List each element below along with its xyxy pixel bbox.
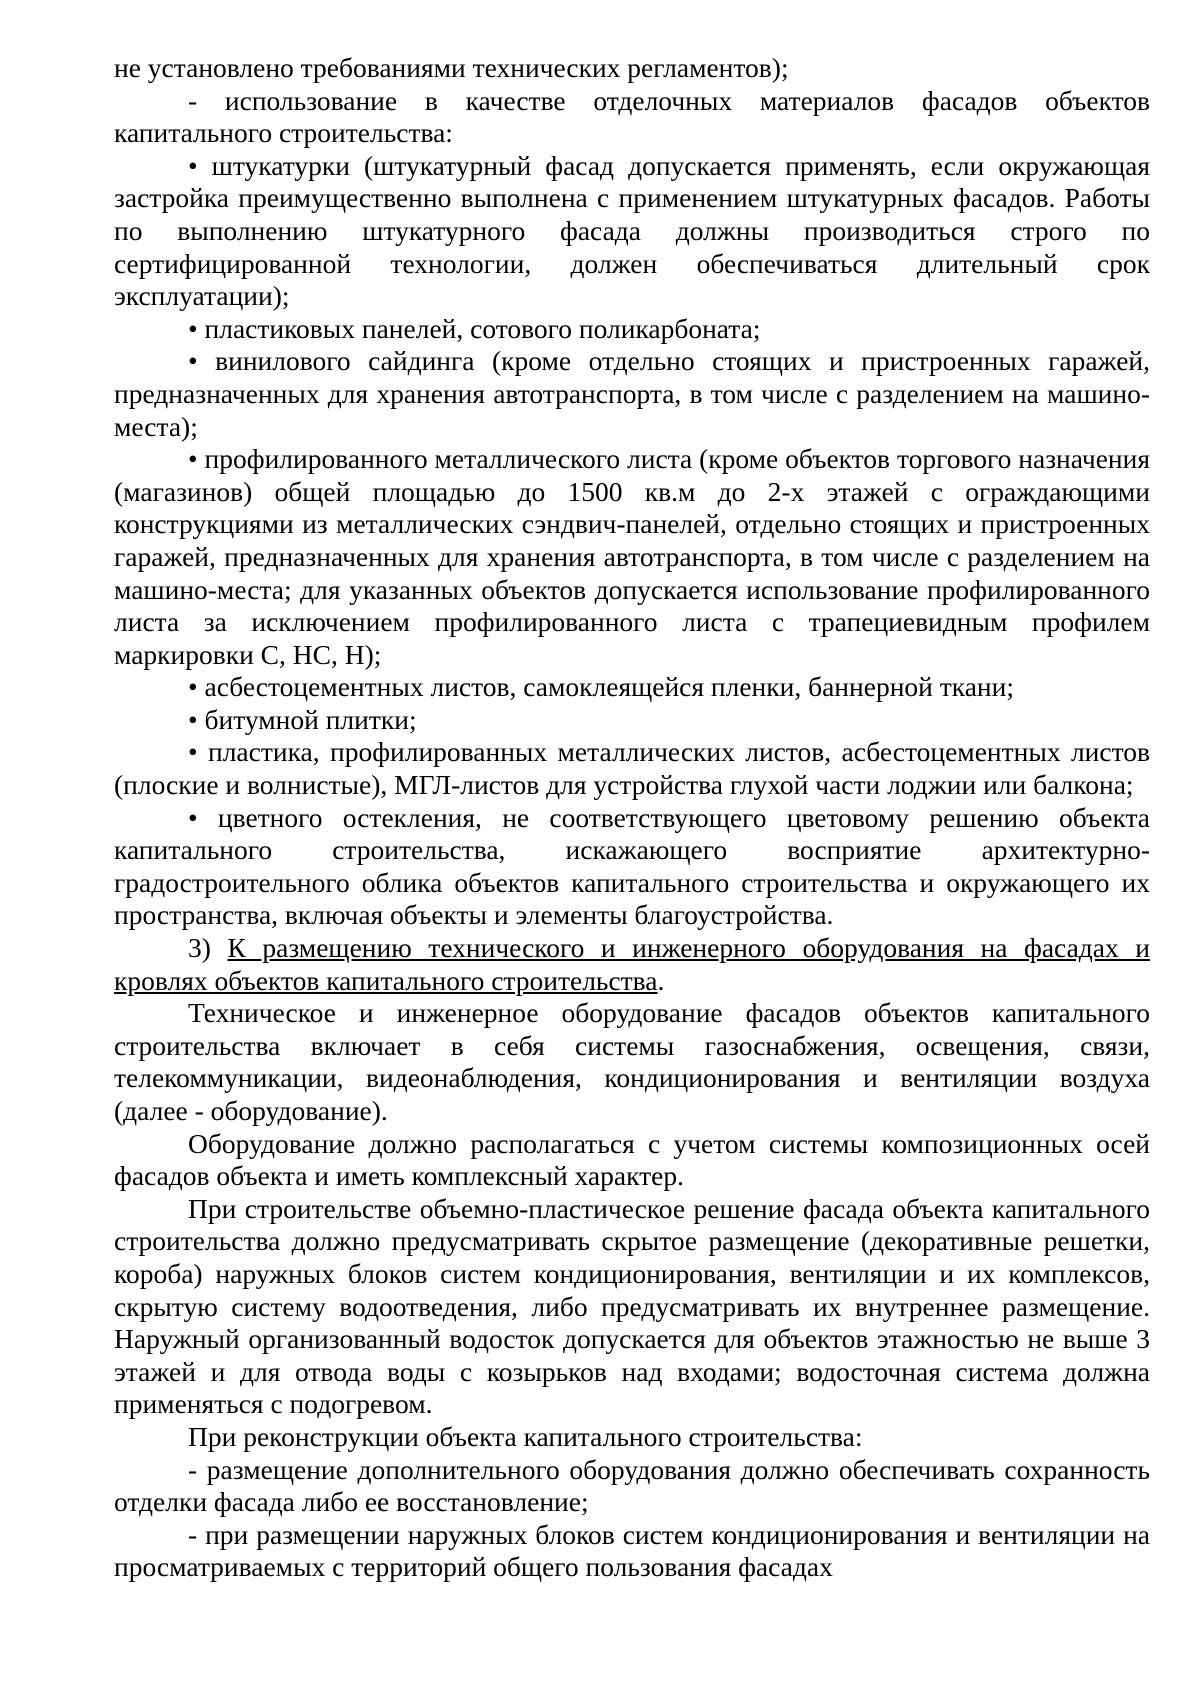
list-item-outdoor-units: - при размещении наружных блоков систем кондиционирования и вентиляции на просматриваемых с территорий общего пользования фасадах bbox=[114, 1518, 1150, 1583]
list-item-additional-equipment: - размещение дополнительного оборудования должно обеспечивать сохранность отделки фасада либо ее восстановление; bbox=[114, 1453, 1150, 1518]
paragraph-equipment-axes: Оборудование должно располагаться с учетом системы композиционных осей фасадов объекта и иметь комплексный характер. bbox=[114, 1127, 1150, 1192]
section-title-tail: . bbox=[657, 964, 665, 996]
paragraph-reconstruction: При реконструкции объекта капитального строительства: bbox=[188, 1420, 863, 1452]
document-page bbox=[114, 52, 1150, 1584]
section-title: К размещению технического и инженерного оборудования на фасадах и кровлях объектов капитального строительства bbox=[114, 932, 1150, 996]
paragraph-equipment-definition: Техническое и инженерное оборудование фасадов объектов капитального строительства включает в себя системы газоснабжения, освещения, связи, телекоммуникации, видеонаблюдения, кондиционирования и вентиляции воздуха (далее - оборудование). bbox=[114, 997, 1150, 1126]
bullet-vinyl-siding: • винилового сайдинга (кроме отдельно стоящих и пристроенных гаражей, предназначенных для хранения автотранспорта, в том числе с разделением на машино-места); bbox=[114, 345, 1150, 442]
bullet-colored-glazing: • цветного остекления, не соответствующего цветовому решению объекта капитального строительства, искажающего восприятие архитектурно-градостроительного облика объектов капитального строительства и окружающего их пространства, включая объекты и элементы благоустройства. bbox=[114, 801, 1150, 931]
bullet-plaster: • штукатурки (штукатурный фасад допускается применять, если окружающая застройка преимущественно выполнена с применением штукатурных фасадов. Работы по выполнению штукатурного фасада должны производиться строго по сертифицированной технологии, должен обеспечиваться длительный срок эксплуатации); bbox=[114, 149, 1150, 312]
bullet-profiled-sheet: • профилированного металлического листа (кроме объектов торгового назначения (магазинов) общей площадью до 1500 кв.м до 2-х этажей с ограждающими конструкциями из металлических сэндвич-панелей, отдельно стоящих и пристроенных гаражей, предназначенных для хранения автотранспорта, в том числе с разделением на машино-места; для указанных объектов допускается использование профилированного листа за исключением профилированного листа с трапециевидным профилем маркировки С, НС, Н); bbox=[114, 443, 1150, 670]
paragraph-finishing-materials: - использование в качестве отделочных материалов фасадов объектов капитального строительства: bbox=[114, 84, 1150, 149]
bullet-loggia-materials: • пластика, профилированных металлических листов, асбестоцементных листов (плоские и волнистые), МГЛ-листов для устройства глухой части лоджии или балкона; bbox=[114, 736, 1150, 801]
section-number: 3) bbox=[188, 932, 211, 964]
paragraph-continuation: не установлено требованиями технических регламентов); bbox=[114, 52, 789, 83]
section-heading-3 bbox=[114, 932, 1150, 997]
paragraph-construction-requirements: При строительстве объемно-пластическое решение фасада объекта капитального строительства должно предусматривать скрытое размещение (декоративные решетки, короба) наружных блоков систем кондиционирования, вентиляции и их комплексов, скрытую систему водоотведения, либо предусматривать их внутреннее размещение. Наружный организованный водосток допускается для объектов этажностью не выше 3 этажей и для отвода воды с козырьков над входами; водосточная система должна применяться с подогревом. bbox=[114, 1192, 1150, 1420]
bullet-bitumen-tile: • битумной плитки; bbox=[188, 703, 417, 735]
bullet-asbestos-sheets: • асбестоцементных листов, самоклеящейся пленки, баннерной ткани; bbox=[188, 671, 1014, 703]
bullet-plastic-panels: • пластиковых панелей, сотового поликарбоната; bbox=[188, 312, 761, 344]
